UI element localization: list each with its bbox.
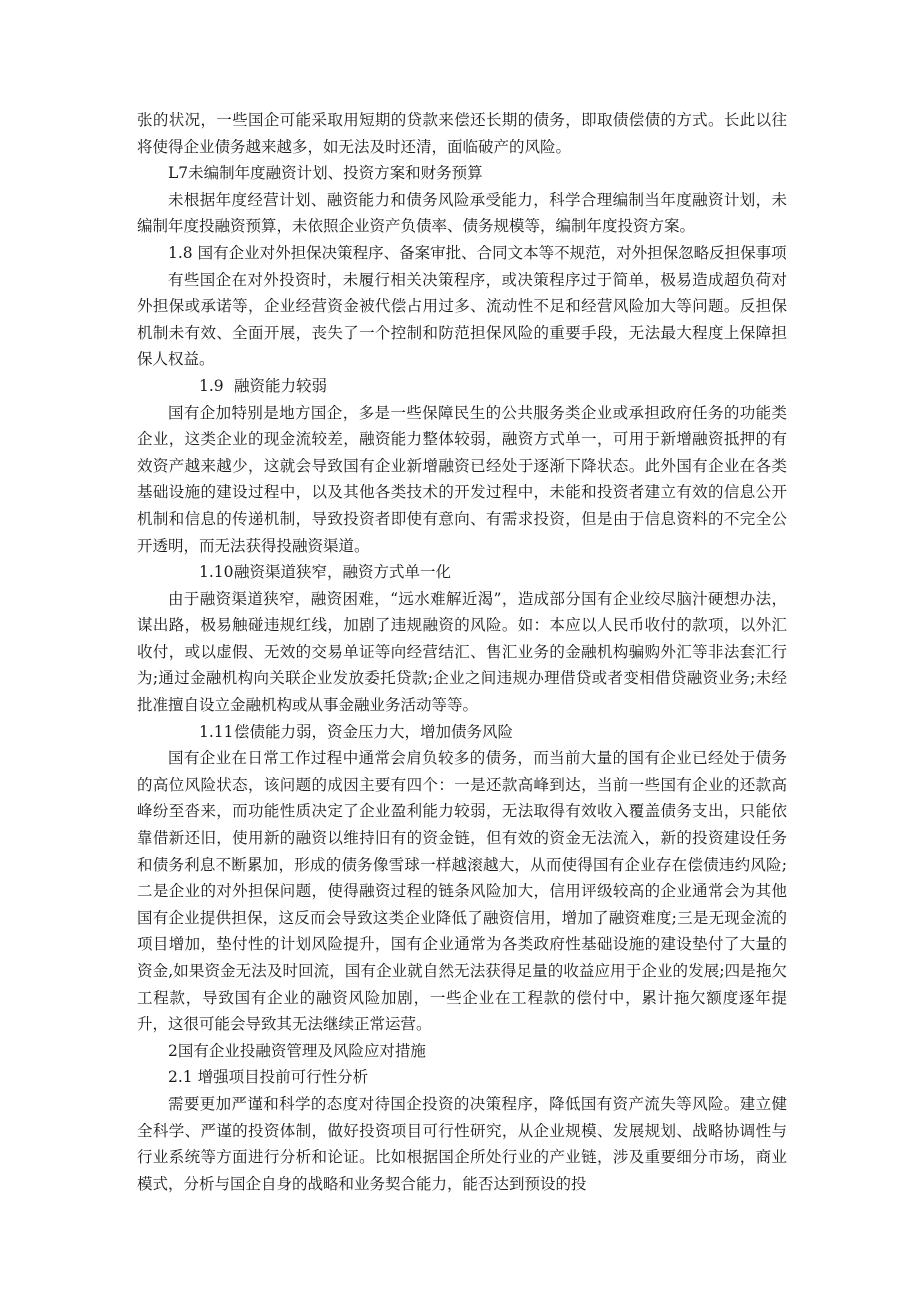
section-heading-1-9 xyxy=(137,373,787,400)
section-number: 1.11 xyxy=(199,722,234,741)
section-heading-1-11 xyxy=(137,719,787,746)
section-title: 偿债能力弱，资金压力大，增加债务风险 xyxy=(234,722,514,741)
paragraph-1-10: 由于融资渠道狭窄，融资困难，“远水难解近渴”，造成部分国有企业绞尽脑汁硬想办法，谋出路，极易触碰违规红线，加剧了违规融资的风险。如：本应以人民币收付的款项，以外汇收付，或以虚假、无效的交易单证等向经营结汇、售汇业务的金融机构骗购外汇等非法套汇行为;通过金融机构向关联企业发放委托贷款;企业之间违规办理借贷或者变相借贷融资业务;未经批准擅自设立金融机构或从事金融业务活动等等。 xyxy=(137,589,787,715)
section-heading-2-1: 2.1 增强项目投前可行性分析 xyxy=(168,1068,369,1087)
section-heading-1-8: 1.8 国有企业对外担保决策程序、备案审批、合同文本等不规范，对外担保忽略反担保事项 xyxy=(168,243,787,262)
section-heading-1-7: L7未编制年度融资计划、投资方案和财务预算 xyxy=(168,164,483,183)
paragraph-continuation: 张的状况，一些国企可能采取用短期的贷款来偿还长期的债务，即取债偿债的方式。长此以往将使得企业债务越来越多，如无法及时还清，面临破产的风险。 xyxy=(137,111,787,156)
section-title: 融资渠道狭窄，融资方式单一化 xyxy=(234,563,452,582)
section-title: 融资能力较弱 xyxy=(234,376,328,395)
document-body xyxy=(137,107,787,1197)
paragraph-1-7: 未根据年度经营计划、融资能力和债务风险承受能力，科学合理编制当年度融资计划，未编制年度投融资预算，未依照企业资产负债率、债务规模等，编制年度投资方案。 xyxy=(137,190,787,236)
section-number: 1.9 xyxy=(199,376,224,395)
section-number: 1.10 xyxy=(199,563,234,582)
section-heading-1-10 xyxy=(137,559,787,586)
paragraph-2-1: 需要更加严谨和科学的态度对待国企投资的决策程序，降低国有资产流失等风险。建立健全科学、严谨的投资体制，做好投资项目可行性研究，从企业规模、发展规划、战略协调性与行业系统等方面进行分析和论证。比如根据国企所处行业的产业链，涉及重要细分市场，商业模式，分析与国企自身的战略和业务契合能力，能否达到预设的投 xyxy=(137,1094,787,1193)
paragraph-1-9: 国有企加特别是地方国企，多是一些保障民生的公共服务类企业或承担政府任务的功能类企业，这类企业的现金流较差，融资能力整体较弱，融资方式单一，可用于新增融资抵押的有效资产越来越少，这就会导致国有企业新增融资已经处于逐渐下降状态。此外国有企业在各类基础设施的建设过程中，以及其他各类技术的开发过程中，未能和投资者建立有效的信息公开机制和信息的传递机制，导致投资者即使有意向、有需求投资，但是由于信息资料的不完全公开透明，而无法获得投融资渠道。 xyxy=(137,403,787,555)
chapter-heading-2: 2国有企业投融资管理及风险应对措施 xyxy=(168,1041,426,1060)
paragraph-1-8: 有些国企在对外投资时，未履行相关决策程序，或决策程序过于简单，极易造成超负荷对外担保或承诺等，企业经营资金被代偿占用过多、流动性不足和经营风险加大等问题。反担保机制未有效、全面开展，丧失了一个控制和防范担保风险的重要手段，无法最大程度上保障担保人权益。 xyxy=(137,270,787,369)
paragraph-1-11: 国有企业在日常工作过程中通常会肩负较多的债务，而当前大量的国有企业已经处于债务的高位风险状态，该问题的成因主要有四个：一是还款高峰到达，当前一些国有企业的还款高峰纷至沓来，而功能性质决定了企业盈利能力较弱，无法取得有效收入覆盖债务支出，只能依靠借新还旧，使用新的融资以维持旧有的资金链，但有效的资金无法流入，新的投资建设任务和债务利息不断累加，形成的债务像雪球一样越滚越大，从而使得国有企业存在偿债违约风险;二是企业的对外担保问题，使得融资过程的链条风险加大，信用评级较高的企业通常会为其他国有企业提供担保，这反而会导致这类企业降低了融资信用，增加了融资难度;三是无现金流的项目增加，垫付性的计划风险提升，国有企业通常为各类政府性基础设施的建设垫付了大量的资金,如果资金无法及时回流，国有企业就自然无法获得足量的收益应用于企业的发展;四是拖欠工程款，导致国有企业的融资风险加剧，一些企业在工程款的偿付中，累计拖欠额度逐年提升，这很可能会导致其无法继续正常运营。 xyxy=(137,749,787,1034)
